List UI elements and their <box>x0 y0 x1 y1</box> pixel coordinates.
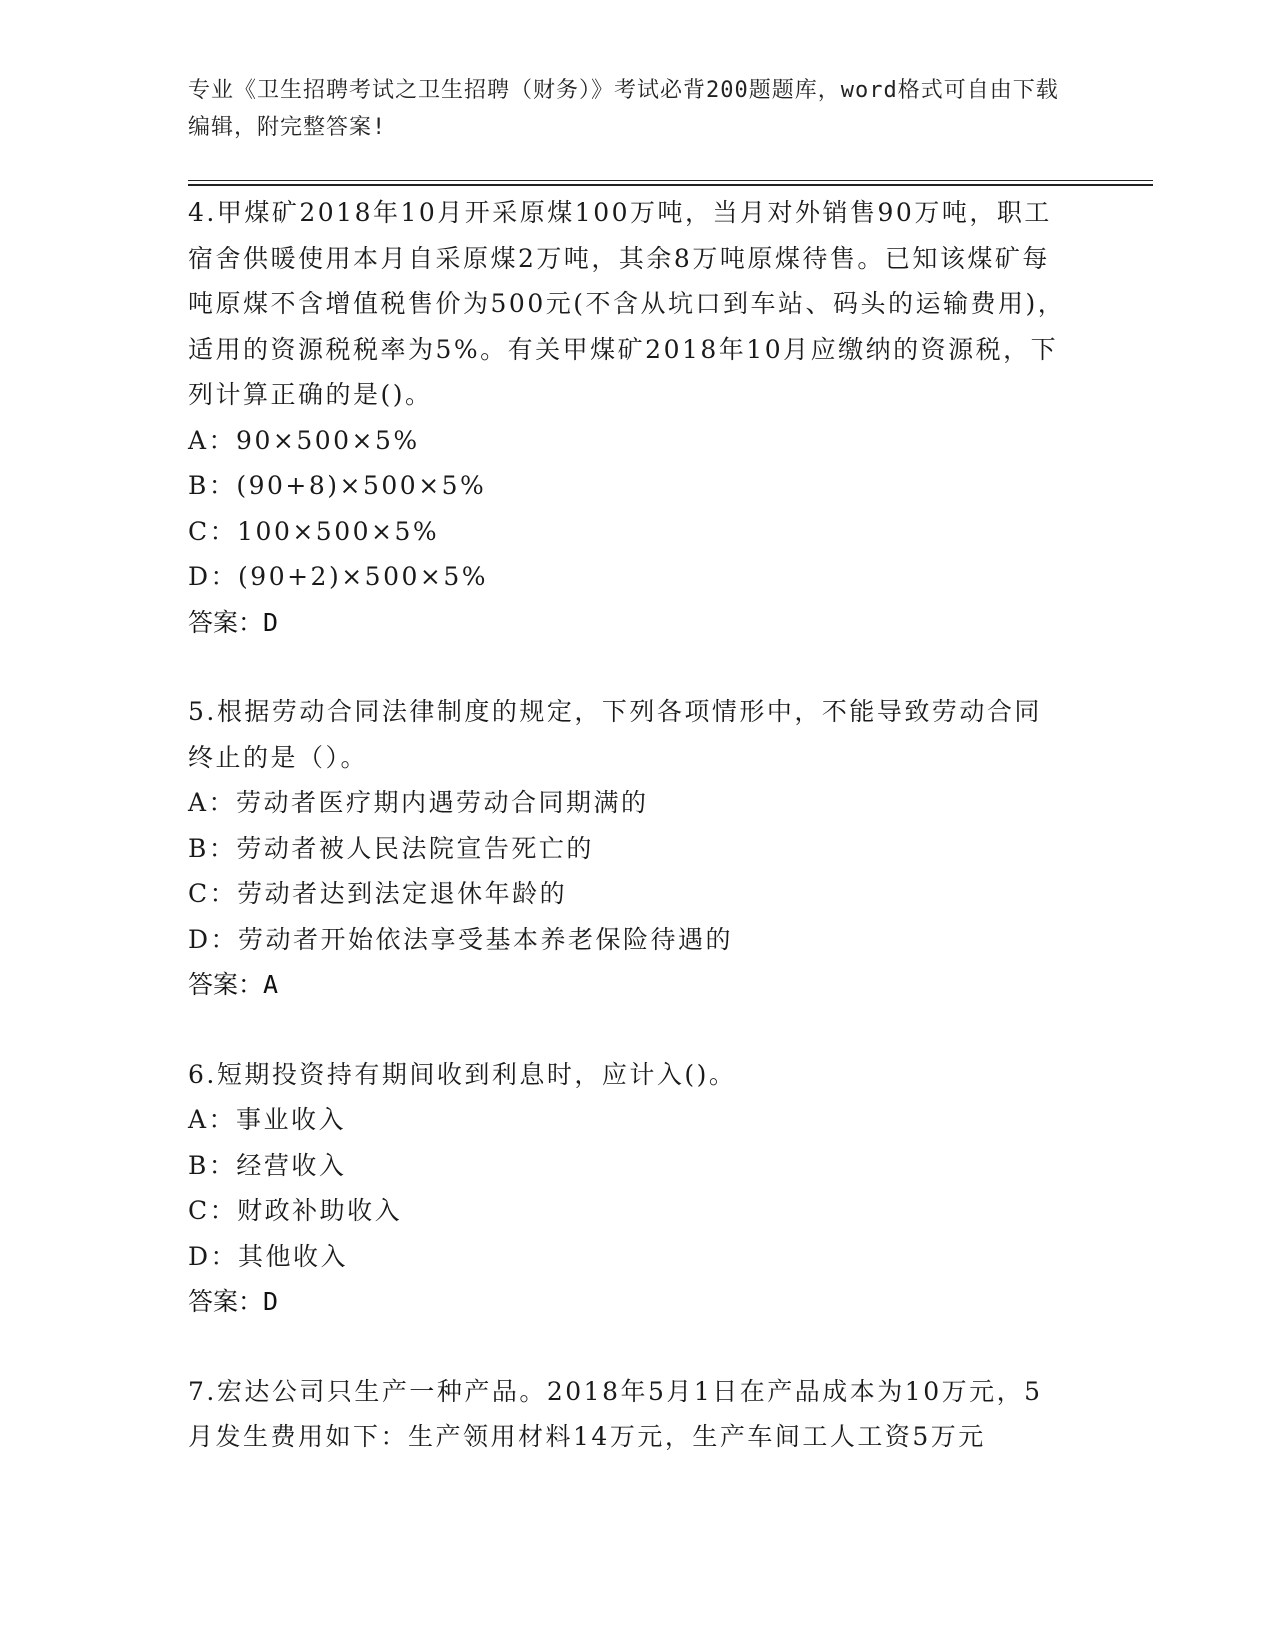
question-list <box>188 190 1068 1504</box>
header-divider-thick <box>188 184 1153 186</box>
option-d: D：(90+2)×500×5% <box>188 562 488 591</box>
option-b: B：劳动者被人民法院宣告死亡的 <box>188 833 594 863</box>
question-text: 6.短期投资持有期间收到利息时，应计入()。 <box>188 1059 737 1089</box>
answer-label: 答案：A <box>188 970 279 999</box>
answer-label: 答案：D <box>188 1287 279 1316</box>
option-d: D：其他收入 <box>188 1241 349 1271</box>
question-6 <box>188 1052 1068 1325</box>
question-text: 7.宏达公司只生产一种产品。2018年5月1日在产品成本为10万元，5月发生费用如下：生产领用材料14万元，生产车间工人工资5万元 <box>188 1376 1043 1451</box>
option-b: B：经营收入 <box>188 1150 347 1180</box>
document-header: 专业《卫生招聘考试之卫生招聘（财务）》考试必背200题题库，word格式可自由下载编辑，附完整答案! <box>188 78 1059 140</box>
header-divider-thin <box>188 180 1153 181</box>
option-c: C：100×500×5% <box>188 516 440 546</box>
option-d: D：劳动者开始依法享受基本养老保险待遇的 <box>188 924 734 954</box>
question-7 <box>188 1369 1068 1460</box>
option-a: A：事业收入 <box>188 1105 347 1134</box>
question-5 <box>188 689 1068 1008</box>
option-a: A：90×500×5% <box>188 425 420 455</box>
option-b: B：(90+8)×500×5% <box>188 471 487 500</box>
question-text: 4.甲煤矿2018年10月开采原煤100万吨，当月对外销售90万吨，职工宿舍供暖使用本月自采原煤2万吨，其余8万吨原煤待售。已知该煤矿每吨原煤不含增值税售价为500元(不含从坑口到车站、码头的运输费用)，适用的资源税税率为5%。有关甲煤矿2018年10月应缴纳的资源税，下列计算正确的是()。 <box>188 198 1066 409</box>
option-c: C：劳动者达到法定退休年龄的 <box>188 879 568 908</box>
question-text: 5.根据劳动合同法律制度的规定，下列各项情形中，不能导致劳动合同终止的是（）。 <box>188 697 1042 772</box>
answer-label: 答案：D <box>188 607 279 637</box>
option-c: C：财政补助收入 <box>188 1196 403 1225</box>
question-4 <box>188 190 1068 645</box>
option-a: A：劳动者医疗期内遇劳动合同期满的 <box>188 788 649 817</box>
